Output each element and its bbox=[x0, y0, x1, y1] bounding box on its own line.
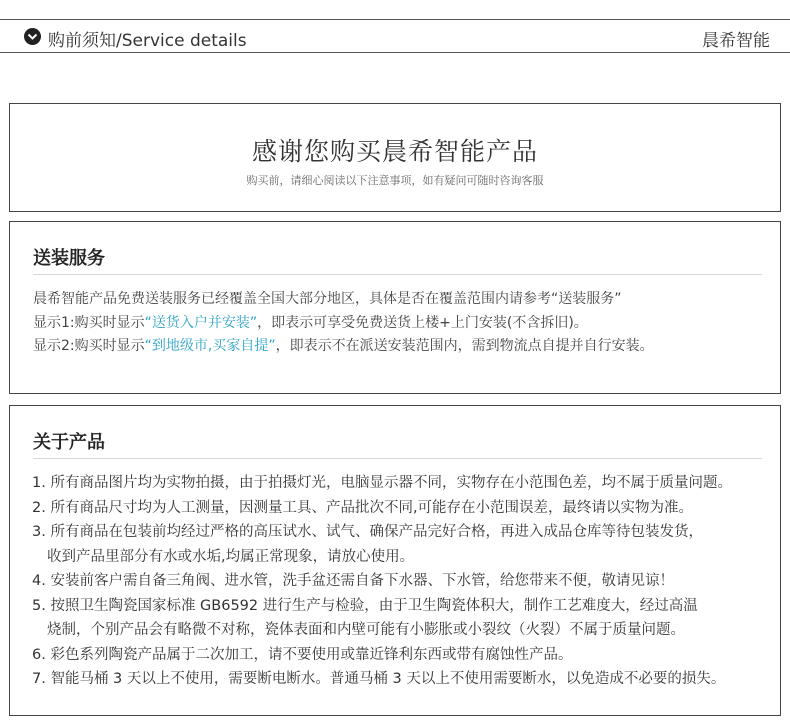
brand-name: 晨希智能 bbox=[702, 31, 770, 51]
intro-box bbox=[9, 103, 781, 212]
delivery-option-highlight: “到地级市,买家自提” bbox=[144, 338, 276, 354]
delivery-option-desc: ，即表示可享受免费送货上楼+上门安装(不含拆旧)。 bbox=[257, 314, 588, 331]
delivery-box bbox=[9, 221, 781, 394]
notice-list bbox=[32, 471, 776, 692]
section-header bbox=[0, 19, 790, 53]
list-item-continuation bbox=[32, 545, 776, 570]
delivery-option-desc: ，即表示不在派送安装范围内，需到物流点自提并自行安装。 bbox=[275, 338, 654, 354]
list-item: 6. 彩色系列陶瓷产品属于二次加工，请不要使用或靠近锋利东西或带有腐蚀性产品。 bbox=[32, 646, 573, 663]
list-item: 1. 所有商品图片均为实物拍摄，由于拍摄灯光，电脑显示器不同，实物存在小范围色差，均不属于质量问题。 bbox=[32, 475, 732, 491]
delivery-title: 送装服务 bbox=[33, 248, 105, 269]
divider bbox=[33, 458, 762, 459]
header-title: 购前须知/Service details bbox=[48, 31, 247, 51]
list-item-continuation bbox=[32, 618, 776, 643]
about-box bbox=[9, 405, 781, 716]
delivery-line bbox=[33, 312, 772, 336]
continuation-text: 收到产品里部分有水或水垢,均属正常现象，请放心使用。 bbox=[47, 548, 415, 565]
about-title: 关于产品 bbox=[33, 432, 105, 453]
delivery-line: 晨希智能产品免费送装服务已经覆盖全国大部分地区，具体是否在覆盖范围内请参考“送装服务” bbox=[33, 291, 622, 307]
delivery-line bbox=[33, 335, 772, 359]
intro-title: 感谢您购买晨希智能产品 bbox=[251, 137, 538, 166]
list-item: 3. 所有商品在包装前均经过严格的高压试水、试气、确保产品完好合格，再进入成品仓库等待包装发货， bbox=[32, 524, 703, 540]
list-item: 7. 智能马桶 3 天以上不使用，需要断电断水。普通马桶 3 天以上不使用需要断水，以免造成不必要的损失。 bbox=[32, 671, 726, 687]
delivery-option-label: 显示1:购买时显示 bbox=[33, 314, 145, 331]
intro-subtitle: 购买前，请细心阅读以下注意事项，如有疑问可随时咨询客服 bbox=[246, 174, 544, 187]
continuation-text: 烧制，个别产品会有略微不对称，瓷体表面和内壁可能有小膨胀或小裂纹（火裂）不属于质量问题。 bbox=[47, 622, 685, 638]
divider bbox=[33, 274, 762, 275]
chevron-down-icon bbox=[24, 28, 41, 45]
delivery-option-label: 显示2:购买时显示 bbox=[33, 338, 145, 354]
delivery-option-highlight: “送货入户并安装” bbox=[144, 314, 258, 331]
list-item: 5. 按照卫生陶瓷国家标准 GB6592 进行生产与检验，由于卫生陶瓷体积大，制作工艺难度大，经过高温 bbox=[32, 597, 698, 614]
list-item: 2. 所有商品尺寸均为人工测量，因测量工具、产品批次不同,可能存在小范围误差，最终请以实物为准。 bbox=[32, 499, 694, 516]
list-item: 4. 安装前客户需自备三角阀、进水管，洗手盆还需自备下水器、下水管，给您带来不便，敬请见谅！ bbox=[32, 573, 674, 589]
